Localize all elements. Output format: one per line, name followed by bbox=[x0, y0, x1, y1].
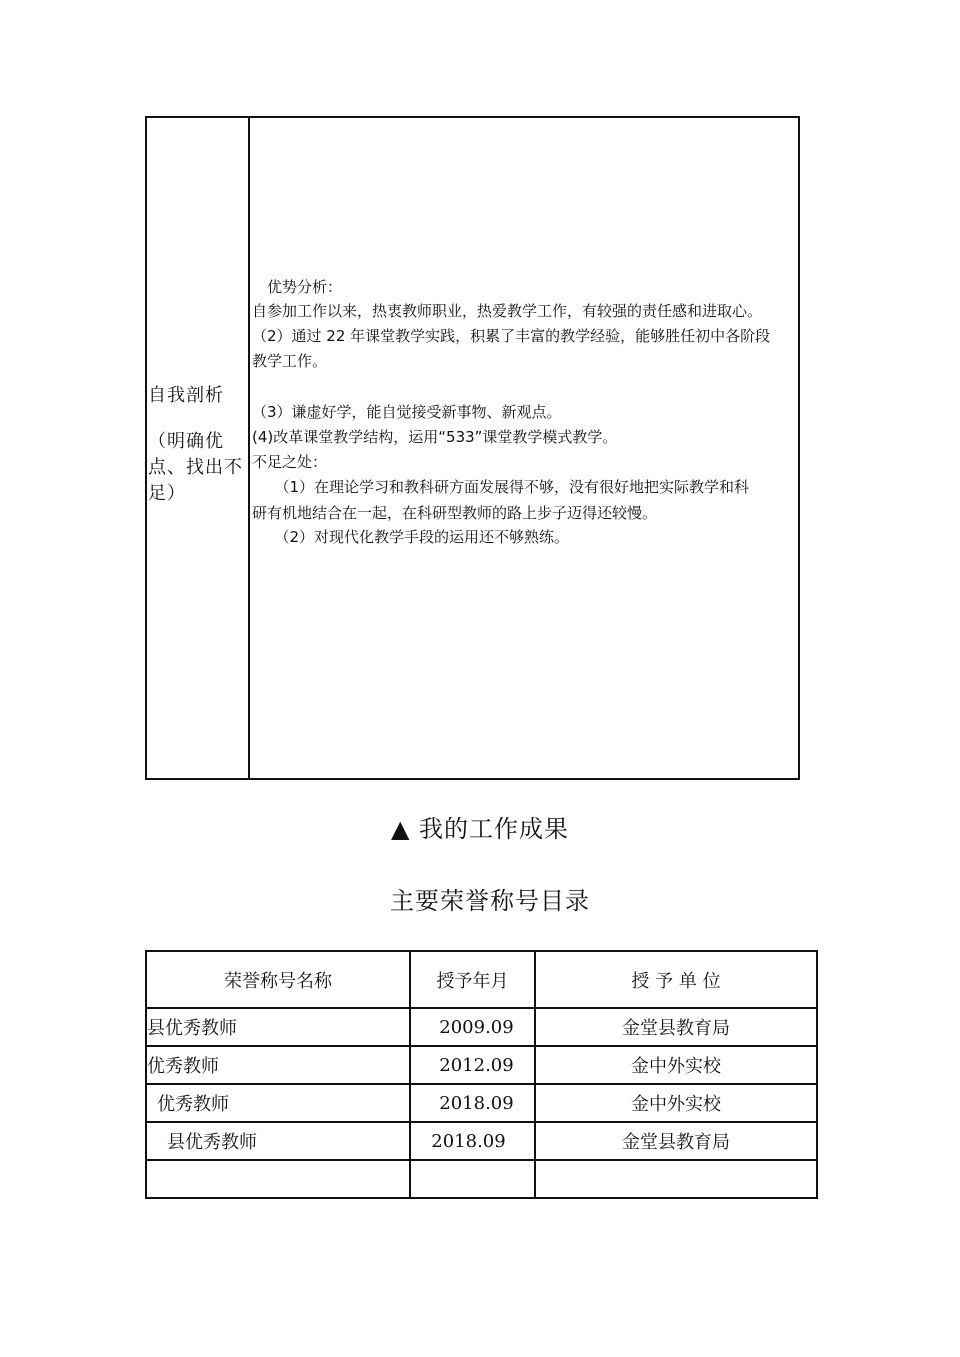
header-award-date: 授予年月 bbox=[410, 951, 535, 1008]
analysis-line: (4)改革课堂教学结构，运用“533”课堂教学模式教学。 bbox=[252, 428, 618, 446]
honor-name-cell: 优秀教师 bbox=[146, 1046, 410, 1084]
analysis-line: （2）通过 22 年课堂教学实践，积累了丰富的教学经验，能够胜任初中各阶段 bbox=[252, 327, 771, 345]
self-analysis-label bbox=[148, 383, 246, 507]
self-analysis-title: 自我剖析 bbox=[148, 385, 224, 406]
honor-titles-heading: 主要荣誉称号目录 bbox=[390, 887, 590, 915]
header-honor-name: 荣誉称号名称 bbox=[146, 951, 410, 1008]
analysis-line: （2）对现代化教学手段的运用还不够熟练。 bbox=[252, 528, 570, 546]
honor-name-cell: 县优秀教师 bbox=[146, 1008, 410, 1046]
table-row bbox=[146, 1008, 817, 1046]
table-row bbox=[146, 1122, 817, 1160]
honor-name-cell bbox=[146, 1160, 410, 1198]
work-achievements-heading: ▲ 我的工作成果 bbox=[390, 815, 570, 843]
award-date-cell: 2018.09 bbox=[410, 1122, 535, 1160]
award-unit-cell: 金堂县教育局 bbox=[535, 1122, 817, 1160]
analysis-line: 不足之处： bbox=[252, 453, 328, 471]
table-header-row bbox=[146, 951, 817, 1008]
analysis-line: （1）在理论学习和教科研方面发展得不够，没有很好地把实际教学和科 bbox=[252, 478, 750, 496]
table-row bbox=[146, 1084, 817, 1122]
award-unit-cell: 金中外实校 bbox=[535, 1046, 817, 1084]
analysis-line: 优势分析： bbox=[252, 278, 343, 296]
award-unit-cell bbox=[535, 1160, 817, 1198]
header-award-unit: 授 予 单 位 bbox=[535, 951, 817, 1008]
self-analysis-divider bbox=[248, 116, 250, 780]
honor-titles-table bbox=[145, 950, 818, 1199]
analysis-line: 教学工作。 bbox=[252, 352, 328, 370]
honor-name-cell: 优秀教师 bbox=[146, 1084, 410, 1122]
table-row bbox=[146, 1160, 817, 1198]
award-unit-cell: 金堂县教育局 bbox=[535, 1008, 817, 1046]
analysis-line: （3）谦虚好学，能自觉接受新事物、新观点。 bbox=[252, 403, 562, 421]
honor-name-cell: 县优秀教师 bbox=[146, 1122, 410, 1160]
award-date-cell: 2009.09 bbox=[410, 1008, 535, 1046]
self-analysis-subtitle: （明确优点、找出不足） bbox=[148, 431, 243, 504]
analysis-line: 研有机地结合在一起，在科研型教师的路上步子迈得还较慢。 bbox=[252, 504, 658, 522]
award-date-cell: 2018.09 bbox=[410, 1084, 535, 1122]
award-date-cell bbox=[410, 1160, 535, 1198]
analysis-line: 自参加工作以来，热衷教师职业，热爱教学工作，有较强的责任感和进取心。 bbox=[252, 302, 763, 320]
award-date-cell: 2012.09 bbox=[410, 1046, 535, 1084]
table-row bbox=[146, 1046, 817, 1084]
award-unit-cell: 金中外实校 bbox=[535, 1084, 817, 1122]
